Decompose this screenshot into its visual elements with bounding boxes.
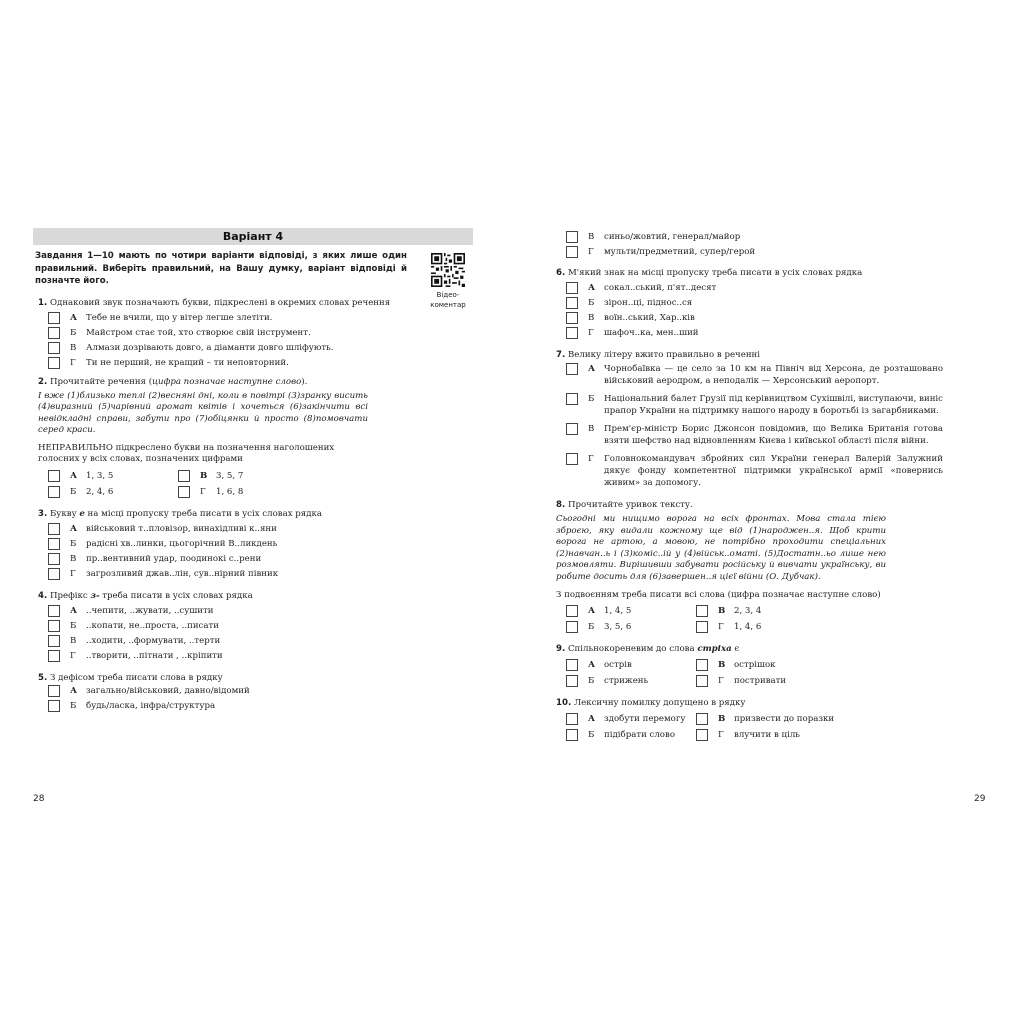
answer-checkbox[interactable] (48, 568, 60, 580)
answer-checkbox[interactable] (48, 342, 60, 354)
option-a[interactable]: А військовий т..пловізор, винахідливі к..яни (48, 523, 473, 535)
option-v[interactable]: В 3, 5, 7 (178, 470, 338, 482)
answer-checkbox[interactable] (48, 620, 60, 632)
option-v[interactable]: В 2, 3, 4 (696, 605, 856, 617)
option-b[interactable]: Б стрижень (566, 675, 696, 687)
answer-checkbox[interactable] (48, 523, 60, 535)
option-h[interactable]: Г постривати (696, 675, 856, 687)
question-3: 3. Букву е на місці пропуску треба писати в усіх словах рядка А військовий т..пловізор, винахідливі к..яни Б радісні хв..линки, цьогорічний В..ликдень В пр..вентивний удар, поодинокі с..рени Г загрозливий джав..лін, сув..нірний півник (33, 508, 473, 580)
option-v[interactable]: В призвести до поразки (696, 713, 856, 725)
passage-text: Сьогодні ми нищимо ворога на всіх фронтах. Мова стала тією зброєю, яку видали кожному ще від (1)народжен..я. Щоб крити ворога не артою, а мовою, не потрібно проходити спеціальних (2)навчан..ь і (3)коміс..ій у (4)військ..оматі. (5)Достатн..ьо лише нею розмовляти. Вирішивши забувати російську й вивчати українську, ви робите досить для (6)завершен..я цієї війни (О. Дубчак). (556, 514, 886, 582)
answer-checkbox[interactable] (566, 282, 578, 294)
option-a[interactable]: А ..чепити, ..жувати, ..сушити (48, 605, 473, 617)
answer-checkbox[interactable] (696, 621, 708, 633)
answer-checkbox[interactable] (48, 605, 60, 617)
answer-checkbox[interactable] (566, 327, 578, 339)
option-b[interactable]: Б 2, 4, 6 (48, 486, 178, 498)
option-v[interactable]: В пр..вентивний удар, поодинокі с..рени (48, 553, 473, 565)
option-h[interactable]: Г загрозливий джав..лін, сув..нірний півник (48, 568, 473, 580)
option-a[interactable]: А Тебе не вчили, що у вітер легше злетіти. (48, 312, 473, 324)
option-h[interactable]: Г влучити в ціль (696, 729, 856, 741)
answer-checkbox[interactable] (48, 486, 60, 498)
qr-caption: Відео- коментар (430, 291, 466, 309)
option-b[interactable]: Б зірон..ці, піднос..ся (566, 297, 991, 309)
answer-checkbox[interactable] (696, 675, 708, 687)
option-v[interactable]: В Прем'єр-міністр Борис Джонсон повідомив, що Велика Британія готова взяти шефство над відновленням Києва і київської області після війни. (566, 423, 991, 447)
option-a[interactable]: А 1, 3, 5 (48, 470, 178, 482)
question-5: 5. З дефісом треба писати слова в рядку А загально/військовий, давно/відомий Б будь/ласка, інфра/структура (33, 672, 473, 712)
answer-checkbox[interactable] (566, 363, 578, 375)
answer-checkbox[interactable] (178, 470, 190, 482)
option-h[interactable]: Г шафоч..ка, мен..ший (566, 327, 991, 339)
page-number-left: 28 (33, 794, 45, 804)
answer-checkbox[interactable] (566, 729, 578, 741)
answer-checkbox[interactable] (566, 231, 578, 243)
answer-checkbox[interactable] (696, 713, 708, 725)
left-page (33, 228, 473, 712)
question-2: 2. Прочитайте речення (цифра позначає наступне слово). І вже (1)близько теплі (2)весняні дні, коли в повітрі (3)зранку висить (4)виразний (5)чарівний аромат квітів і хочеться (6)закінчити всі невідкладні справи, забути про (7)обіцянки й просто (8)помовчати серед краси. НЕПРАВИЛЬНО підкреслено букви на позначення наголошених голосних у всіх словах, позначених цифрами А 1, 3, 5 В 3, 5, 7 Б 2, 4, 6 Г 1, 6, 8 (33, 376, 473, 499)
right-page (551, 231, 991, 741)
answer-checkbox[interactable] (566, 453, 578, 465)
option-a[interactable]: А здобути перемогу (566, 713, 696, 725)
option-b[interactable]: Б 3, 5, 6 (566, 621, 696, 633)
answer-checkbox[interactable] (566, 297, 578, 309)
option-b[interactable]: Б радісні хв..линки, цьогорічний В..ликдень (48, 538, 473, 550)
answer-checkbox[interactable] (48, 700, 60, 712)
question-4: 4. Префікс з- треба писати в усіх словах рядка А ..чепити, ..жувати, ..сушити Б ..копати, не..проста, ..писати В ..ходити, ..формувати, ..терти Г ..творити, ..пітнати , ..кріпити (33, 590, 473, 662)
answer-checkbox[interactable] (566, 659, 578, 671)
answer-checkbox[interactable] (48, 357, 60, 369)
option-v[interactable]: В синьо/жовтий, генерал/майор (566, 231, 991, 243)
options-grid (566, 713, 991, 741)
option-h[interactable]: Г 1, 6, 8 (178, 486, 338, 498)
variant-title: Варіант 4 (33, 228, 473, 245)
options-grid (48, 470, 473, 498)
question-8: 8. Прочитайте уривок тексту. Сьогодні ми нищимо ворога на всіх фронтах. Мова стала тією зброєю, яку видали кожному ще від (1)народжен..я. Щоб крити ворога не артою, а мовою, не потрібно проходити спеціальних (2)навчан..ь і (3)коміс..ій у (4)військ..оматі. (5)Достатн..ьо лише нею розмовляти. Вирішивши забувати російську й вивчати українську, ви робите досить для (6)завершен..я цієї війни (О. Дубчак). З подвоєнням треба писати всі слова (цифра позначає наступне слово) А 1, 4, 5 В 2, 3, 4 Б 3, 5, 6 Г 1, 4, 6 (551, 499, 991, 633)
answer-checkbox[interactable] (696, 605, 708, 617)
qr-code-icon[interactable] (431, 253, 465, 287)
option-b[interactable]: Б Майстром стає той, хто створює свій інструмент. (48, 327, 473, 339)
option-b[interactable]: Б підібрати слово (566, 729, 696, 741)
answer-checkbox[interactable] (566, 675, 578, 687)
answer-checkbox[interactable] (48, 538, 60, 550)
answer-checkbox[interactable] (48, 327, 60, 339)
option-v[interactable]: В воїн..ський, Хар..ків (566, 312, 991, 324)
option-a[interactable]: А 1, 4, 5 (566, 605, 696, 617)
page-number-right: 29 (974, 794, 986, 804)
options-grid (566, 605, 991, 633)
option-h[interactable]: Г мульти/предметний, супер/герой (566, 246, 991, 258)
answer-checkbox[interactable] (566, 312, 578, 324)
answer-checkbox[interactable] (48, 470, 60, 482)
question-6: 6. М'який знак на місці пропуску треба писати в усіх словах рядка А сокал..ський, п'ят..десят Б зірон..ці, піднос..ся В воїн..ський, Хар..ків Г шафоч..ка, мен..ший (551, 267, 991, 339)
option-h[interactable]: Г ..творити, ..пітнати , ..кріпити (48, 650, 473, 662)
option-a[interactable]: А Чорнобаївка — це село за 10 км на Північ від Херсона, де розташовано військовий аеродром, а неподалік — Херсонський аеропорт. (566, 363, 991, 387)
answer-checkbox[interactable] (566, 621, 578, 633)
answer-checkbox[interactable] (566, 246, 578, 258)
question-title: Однаковий звук позначають букви, підкреслені в окремих словах речення (49, 297, 391, 308)
answer-checkbox[interactable] (696, 729, 708, 741)
option-a[interactable]: А острів (566, 659, 696, 671)
answer-checkbox[interactable] (566, 423, 578, 435)
instructions-text: Завдання 1—10 мають по чотири варіанти відповіді, з яких лише один правильний. Виберіть правильний, на Вашу думку, варіант відповіді й позначте його. (35, 251, 407, 286)
answer-checkbox[interactable] (48, 312, 60, 324)
answer-checkbox[interactable] (566, 393, 578, 405)
question-9: 9. Спільнокореневим до слова стріха є А острів В острішок Б стрижень Г постривати (551, 643, 991, 687)
question-text: НЕПРАВИЛЬНО підкреслено букви на позначення наголошених голосних у всіх словах, позначених цифрами (38, 442, 335, 465)
option-a[interactable]: А загально/військовий, давно/відомий (48, 685, 473, 697)
option-h[interactable]: Г 1, 4, 6 (696, 621, 856, 633)
answer-checkbox[interactable] (48, 650, 60, 662)
option-a[interactable]: А сокал..ський, п'ят..десят (566, 282, 991, 294)
question-7: 7. Велику літеру вжито правильно в реченні А Чорнобаївка — це село за 10 км на Північ від Херсона, де розташовано військовий аеродром, а неподалік — Херсонський аеропорт. Б Національний балет Грузії під керівництвом Сухішвілі, виступаючи, виніс прапор України на підтримку нашого народу в боротьбі із загарбниками. В Прем'єр-міністр Борис Джонсон повідомив, що Велика Британія готова взяти шефство над відновленням Києва і київської області після війни. Г Головнокомандувач збройних сил України генерал Валерій Залужний дякує фонду компетентної підтримки української армії «повернись живим» за допомогу. (551, 349, 991, 489)
answer-checkbox[interactable] (48, 635, 60, 647)
answer-checkbox[interactable] (178, 486, 190, 498)
passage-text: І вже (1)близько теплі (2)весняні дні, коли в повітрі (3)зранку висить (4)виразний (5)чарівний аромат квітів і хочеться (6)закінчити всі невідкладні справи, забути про (7)обіцянки й просто (8)помовчати серед краси. (38, 390, 368, 436)
option-b[interactable]: Б Національний балет Грузії під керівництвом Сухішвілі, виступаючи, виніс прапор України на підтримку нашого народу в боротьбі із загарбниками. (566, 393, 991, 417)
answer-checkbox[interactable] (48, 685, 60, 697)
question-text: З подвоєнням треба писати всі слова (цифра позначає наступне слово) (556, 589, 881, 600)
option-h[interactable]: Г Головнокомандувач збройних сил України генерал Валерій Залужний дякує фонду компетентної підтримки української армії «повернись живим» за допомогу. (566, 453, 991, 489)
option-b[interactable]: Б будь/ласка, інфра/структура (48, 700, 473, 712)
answer-checkbox[interactable] (48, 553, 60, 565)
option-v[interactable]: В Алмази дозрівають довго, а діаманти довго шліфують. (48, 342, 473, 354)
answer-checkbox[interactable] (566, 713, 578, 725)
question-number: 1. (38, 297, 48, 308)
question-10: 10. Лексичну помилку допущено в рядку А здобути перемогу В призвести до поразки Б підібрати слово Г влучити в ціль (551, 697, 991, 741)
answer-checkbox[interactable] (696, 659, 708, 671)
question-1 (33, 297, 473, 369)
option-v[interactable]: В острішок (696, 659, 856, 671)
answer-checkbox[interactable] (566, 605, 578, 617)
options-grid (566, 659, 991, 687)
option-b[interactable]: Б ..копати, не..проста, ..писати (48, 620, 473, 632)
option-h[interactable]: Г Ти не перший, не кращий – ти неповторний. (48, 357, 473, 369)
option-v[interactable]: В ..ходити, ..формувати, ..терти (48, 635, 473, 647)
